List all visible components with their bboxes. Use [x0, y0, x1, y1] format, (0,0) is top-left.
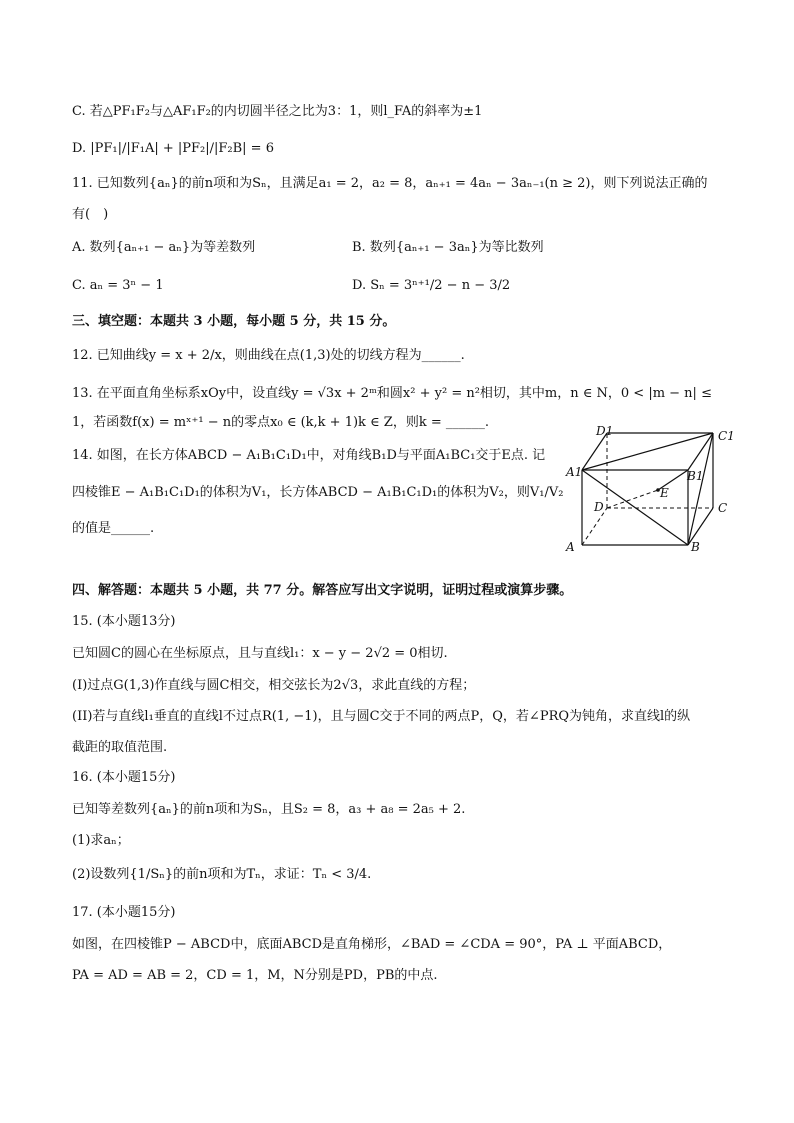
section-4-heading: 四、解答题：本题共 5 小题，共 77 分。解答应写出文字说明，证明过程或演算步骤。: [72, 583, 573, 598]
label-b1: B1: [687, 469, 704, 483]
diag-b-c1: [688, 433, 713, 545]
label-e: E: [660, 486, 669, 500]
label-b: B: [691, 540, 700, 554]
question-13-line-2: 1，若函数f(x) = mˣ⁺¹ − n的零点x₀ ∈ (k,k + 1)k ∈ Z，则k = ______.: [72, 415, 490, 430]
label-a1: A1: [566, 465, 583, 479]
question-14-line-2: 四棱锥E − A₁B₁C₁D₁的体积为V₁，长方体ABCD − A₁B₁C₁D₁的体积为V₂，则V₁/V₂: [72, 485, 564, 500]
question-10-option-d: D. |PF₁|/|F₁A| + |PF₂|/|F₂B| = 6: [72, 141, 274, 156]
question-16-header: 16. (本小题15分): [72, 770, 176, 785]
question-15-part-2: (II)若与直线l₁垂直的直线l不过点R(1, −1)，且与圆C交于不同的两点P，Q，若∠PRQ为钝角，求直线l的纵: [72, 709, 691, 724]
label-c1: C1: [718, 429, 735, 443]
question-14-line-3: 的值是______.: [72, 521, 155, 536]
question-13-line-1: 13. 在平面直角坐标系xOy中，设直线y = √3x + 2ᵐ和圆x² + y² = n²相切，其中m，n ∈ N，0 < |m − n| ≤: [72, 386, 712, 401]
question-16-stem: 已知等差数列{aₙ}的前n项和为Sₙ，且S₂ = 8，a₃ + a₈ = 2a₅ + 2.: [72, 802, 466, 817]
question-15-stem: 已知圆C的圆心在坐标原点，且与直线l₁：x − y − 2√2 = 0相切.: [72, 646, 448, 661]
label-a: A: [566, 540, 575, 554]
question-15-part-2-cont: 截距的取值范围.: [72, 740, 168, 755]
question-17-stem-cont: PA = AD = AB = 2，CD = 1，M，N分别是PD，PB的中点.: [72, 968, 438, 983]
question-11-option-a: A. 数列{aₙ₊₁ − aₙ}为等差数列: [72, 240, 256, 255]
question-15-header: 15. (本小题13分): [72, 614, 176, 629]
question-14-line-1: 14. 如图，在长方体ABCD − A₁B₁C₁D₁中，对角线B₁D与平面A₁BC₁交于E点. 记: [72, 448, 546, 463]
question-11-option-c: C. aₙ = 3ⁿ − 1: [72, 278, 164, 293]
label-c: C: [718, 501, 728, 515]
question-10-option-c: C. 若△PF₁F₂与△AF₁F₂的内切圆半径之比为3：1，则l_FA的斜率为±1: [72, 104, 483, 119]
question-16-part-1: (1)求aₙ；: [72, 833, 130, 848]
question-12: 12. 已知曲线y = x + 2/x，则曲线在点(1,3)处的切线方程为______.: [72, 348, 465, 363]
question-17-header: 17. (本小题15分): [72, 905, 176, 920]
question-17-stem: 如图，在四棱锥P − ABCD中，底面ABCD是直角梯形，∠BAD = ∠CDA = 90°，PA ⊥ 平面ABCD，: [72, 937, 672, 952]
question-11-stem-cont: 有( ): [72, 207, 109, 222]
label-d1: D1: [596, 424, 614, 438]
question-11-option-b: B. 数列{aₙ₊₁ − 3aₙ}为等比数列: [352, 240, 544, 255]
section-3-heading: 三、填空题：本题共 3 小题，每小题 5 分，共 15 分。: [72, 314, 396, 329]
diag-a1-c1: [582, 433, 713, 470]
cuboid-figure: [560, 420, 750, 555]
question-15-part-1: (I)过点G(1,3)作直线与圆C相交，相交弦长为2√3，求此直线的方程；: [72, 678, 476, 693]
question-16-part-2: (2)设数列{1/Sₙ}的前n项和为Tₙ，求证：Tₙ < 3/4.: [72, 867, 372, 882]
question-11-option-d: D. Sₙ = 3ⁿ⁺¹/2 − n − 3/2: [352, 278, 511, 293]
question-11-stem: 11. 已知数列{aₙ}的前n项和为Sₙ，且满足a₁ = 2，a₂ = 8，aₙ₊₁ = 4aₙ − 3aₙ₋₁(n ≥ 2)，则下列说法正确的: [72, 176, 708, 191]
label-d: D: [594, 500, 604, 514]
